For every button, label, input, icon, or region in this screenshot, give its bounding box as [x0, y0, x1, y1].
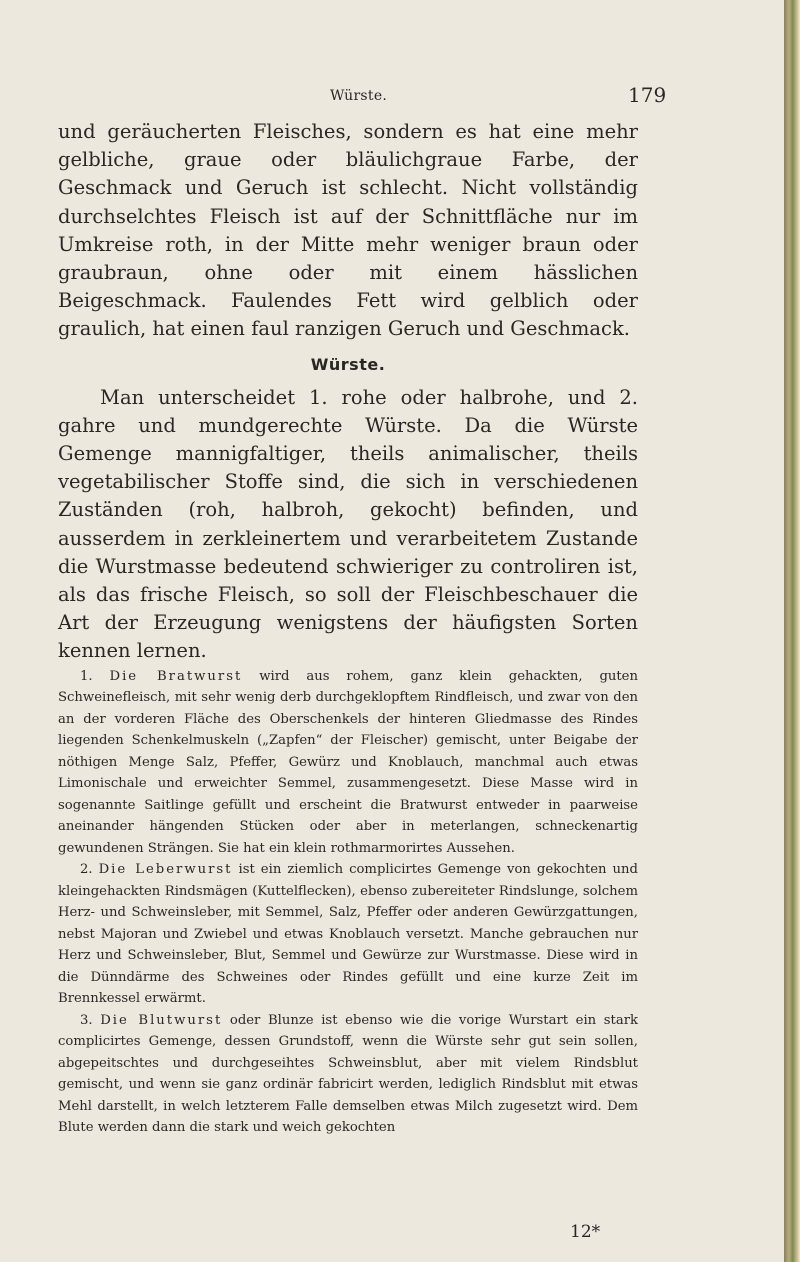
- section-heading: Würste.: [310, 354, 386, 374]
- page-header: [0, 82, 784, 112]
- item-text: ist ein ziemlich complicirtes Gemenge von gekochten und kleingehackten Rindsmägen (Kuttelflecken), ebenso zubereiteter Rindslunge, solchem Herz- und Schweinsleber, mit Semmel, Salz, Pfeffer oder anderen Gewürzgattungen, nebst Majoran und Zwiebel und etwas Knoblauch versetzt. Manche gebrauchen nur Herz und Schweinsleber, Blut, Semmel und Gewürze zur Wurstmasse. Diese wird in die Dünndärme des Schweines oder Rindes gefüllt und eine kurze Zeit im Brennkessel erwärmt.: [58, 862, 638, 1007]
- page-edge: [784, 0, 800, 1262]
- item-number: 1.: [80, 668, 93, 684]
- item-term: Die Leberwurst: [98, 862, 233, 878]
- item-text: oder Blunze ist ebenso wie die vorige Wurstart ein stark complicirtes Gemenge, dessen Grundstoff, wenn die Würste sehr gut sein sollen, abgepeitschtes und durchgeseihtes Schweinsblut, aber mit vielem Rindsblut gemischt, und wenn sie ganz ordinär fabricirt werden, lediglich Rindsblut mit etwas Mehl darstellt, in welch letzterem Falle demselben etwas Milch zugesetzt wird. Dem Blute werden dann die stark und weich gekochten: [58, 1012, 638, 1136]
- list-item-bratwurst: [58, 666, 638, 860]
- running-head: Würste.: [330, 88, 388, 104]
- item-text: wird aus rohem, ganz klein gehackten, guten Schweinefleisch, mit sehr wenig derb durchgeklopftem Rindfleisch, und zwar von den an der vorderen Fläche des Oberschenkels der hinteren Gliedmasse des Rindes liegenden Schenkelmuskeln („Zapfen“ der Fleischer) gemischt, unter Beigabe der nöthigen Menge Salz, Pfeffer, Gewürz und Knoblauch, manchmal auch etwas Limonischale und erweichter Semmel, zusammengesetzt. Diese Masse wird in sogenannte Saitlinge gefüllt und erscheint die Bratwurst entweder in paarweise aneinander hängenden Stücken oder aber in meterlangen, schneckenartig gewundenen Strängen. Sie hat ein klein rothmarmorirtes Aussehen.: [58, 668, 638, 856]
- list-item-leberwurst: [58, 859, 638, 1010]
- item-term: Die Bratwurst: [109, 668, 243, 684]
- paragraph-continued: und geräucherten Fleisches, sondern es hat eine mehr gelbliche, graue oder bläulichgraue Farbe, der Geschmack und Geruch ist schlecht. Nicht vollständig durchselchtes Fleisch ist auf der Schnittfläche nur im Umkreise roth, in der Mitte mehr weniger braun oder graubraun, ohne oder mit einem hässlichen Beigeschmack. Faulendes Fett wird gelblich oder graulich, hat einen faul ranzigen Geruch und Geschmack.: [58, 120, 638, 341]
- signature-mark: 12*: [570, 1222, 601, 1242]
- item-term: Die Blutwurst: [100, 1012, 223, 1028]
- item-number: 3.: [80, 1012, 93, 1028]
- body-text: [58, 118, 638, 1139]
- item-number: 2.: [80, 862, 93, 878]
- page-number: 179: [628, 83, 667, 107]
- list-item-blutwurst: [58, 1010, 638, 1139]
- paragraph-intro: Man unterscheidet 1. rohe oder halbrohe, und 2. gahre und mundgerechte Würste. Da die Würste Gemenge mannigfaltiger, theils animalischer, theils vegetabilischer Stoffe sind, die sich in verschiedenen Zuständen (roh, halbroh, gekocht) befinden, und ausserdem in zerkleinertem und verarbeitetem Zustande die Wurstmasse bedeutend schwieriger zu controliren ist, als das frische Fleisch, so soll der Fleischbeschauer die Art der Erzeugung wenigstens der häufigsten Sorten kennen lernen.: [58, 385, 638, 663]
